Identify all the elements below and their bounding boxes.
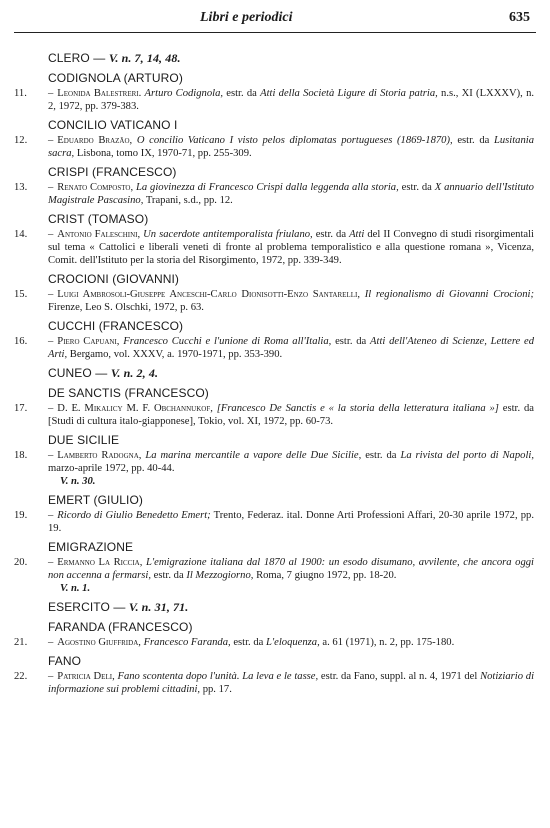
entry-details: marzo-aprile 1972, pp. 40-44. [48, 463, 175, 474]
heading-crocioni: CROCIONI (GIOVANNI) [48, 272, 180, 286]
entry-title: Il regionalismo di Giovanni Crocioni; [364, 289, 534, 300]
entry-details: a. 61 (1971), n. 2, pp. 175-180. [322, 637, 455, 648]
entry-11: 11. – Leonida Balestreri. Arturo Codignola, estr. da Atti della Società Ligure di Storia patria, n.s., XI (LXXXV), n. 2, 1972, pp. 379-383. [14, 88, 535, 112]
entry-source: Atti dell'Ateneo di Scienze, Lettere ed Arti, [48, 336, 535, 360]
entry-number: 21. [14, 637, 28, 648]
heading-duesicilie: DUE SICILIE [48, 433, 120, 447]
entry-source: Atti della Società Ligure di Storia patria, [260, 88, 438, 99]
entry-title: La giovinezza di Francesco Crispi dalla leggenda alla storia, [135, 182, 399, 193]
heading-text: ESERCITO [48, 600, 110, 614]
entry-connector: estr. da [365, 450, 397, 461]
heading-concilio: CONCILIO VATICANO I [48, 118, 178, 132]
entry-connector: estr. da [226, 88, 257, 99]
entry-connector: estr. da [335, 336, 367, 347]
cross-reference: V. n. 31, 71. [128, 600, 189, 614]
entry-details: Roma, 7 giugno 1972, pp. 18-20. [256, 570, 397, 581]
heading-crispi: CRISPI (FRANCESCO) [48, 165, 177, 179]
entry-details: Trapani, s.d., pp. 12. [145, 195, 233, 206]
heading-emert: EMERT (GIULIO) [48, 493, 143, 507]
entry-number: 11. [14, 88, 27, 99]
cross-reference: V. n. 2, 4. [110, 366, 159, 380]
entry-details: del II Convegno di studi risorgimentali sul tema « Cattolici e liberali veneti di fronte al problema temporalistico e alla questione romana », Vicenza, Comit. dell'Istituto per la storia del Risorgimento, 1972, pp. 339-349. [48, 229, 534, 266]
entry-connector: estr. da Fano, suppl. al n. 4, [320, 671, 438, 682]
entry-source: X annuario dell'Istituto Magistrale Pascasino, [48, 182, 534, 206]
entry-author: Patricia Deli, [57, 671, 115, 682]
heading-faranda: FARANDA (FRANCESCO) [48, 620, 193, 634]
entry-19: 19. – Ricordo di Giulio Benedetto Emert; Trento, Federaz. ital. Donne Arti Professioni Affari, 20-30 aprile 1972, pp. 19. [14, 510, 534, 534]
entry-pages: pp. 17. [202, 684, 232, 695]
entry-title: Un sacerdote antitemporalista friulano, [143, 229, 313, 240]
entry-number: 14. [14, 229, 28, 240]
entry-number: 12. [14, 135, 28, 146]
entry-18: 18. – Lamberto Radogna, La marina mercantile a vapore delle Due Sicilie, estr. da La rivista del porto di Napoli, marzo-aprile 1972, pp. 40-44. V. n. 30. [14, 450, 534, 487]
entry-source: Lusitania sacra, [48, 135, 535, 159]
entry-21: 21. – Agostino Giuffrida, Francesco Faranda, estr. da L'eloquenza, a. 61 (1971), n. 2, pp. 175-180. [14, 637, 455, 648]
entry-source: Il Mezzogiorno, [186, 570, 254, 581]
heading-cucchi: CUCCHI (FRANCESCO) [48, 319, 184, 333]
entry-source: L'eloquenza, [265, 637, 320, 648]
entry-16: 16. – Piero Capuani, Francesco Cucchi e l'unione di Roma all'Italia, estr. da Atti dell'Ateneo di Scienze, Lettere ed Arti, Bergamo, vol. XXXV, a. 1970-1971, pp. 353-390. [14, 336, 535, 360]
heading-codignola: CODIGNOLA (ARTURO) [48, 71, 183, 85]
entry-number: 20. [14, 557, 28, 568]
heading-text: CLERO [48, 51, 90, 65]
entry-details: estr. da [Studi di cultura italo-giapponese], Tokio, vol. XI, 1972, pp. 60-73. [48, 403, 534, 427]
heading-emigrazione: EMIGRAZIONE [48, 540, 134, 554]
heading-crist: CRIST (TOMASO) [48, 212, 149, 226]
cross-reference: V. n. 1. [60, 583, 91, 594]
entry-author: Ermanno La Riccia, [57, 557, 143, 568]
entry-title: L'emigrazione italiana dal 1870 al 1900: un esodo disumano, avvilente, che ancora oggi non accenna a fermarsi, [48, 557, 534, 581]
entry-connector: estr. da [153, 570, 184, 581]
page-number: 635 [509, 10, 530, 25]
entry-title: Arturo Codignola, [144, 88, 224, 99]
entry-details: Bergamo, vol. XXXV, a. 1970-1971, pp. 353-390. [69, 349, 283, 360]
entry-20: 20. – Ermanno La Riccia, L'emigrazione italiana dal 1870 al 1900: un esodo disumano, avvilente, che ancora oggi non accenna a fermarsi, estr. da Il Mezzogiorno, Roma, 7 giugno 1972, pp. 18-20. V. n. 1. [14, 557, 534, 594]
cross-reference: V. n. 7, 14, 48. [108, 51, 181, 65]
entry-details: 1971 del [440, 671, 478, 682]
entry-source: Notiziario di informazione sui problemi cittadini, [48, 671, 535, 695]
entry-connector: estr. da [233, 637, 264, 648]
entry-number: 16. [14, 336, 28, 347]
entry-details: Lisbona, tomo IX, 1970-71, pp. 255-309. [76, 148, 252, 159]
entry-author: Leonida Balestreri. [57, 88, 142, 99]
entry-number: 15. [14, 289, 28, 300]
entry-number: 17. [14, 403, 28, 414]
entry-author: D. E. Mikalicy M. F. Obchannukof, [57, 403, 213, 414]
entry-title: Fano scontenta dopo l'unità. La leva e le tasse, [117, 671, 319, 682]
entry-number: 19. [14, 510, 28, 521]
cross-reference: V. n. 30. [60, 476, 96, 487]
entry-source: Atti [349, 229, 365, 240]
entry-author: Piero Capuani, [57, 336, 120, 347]
entry-17: 17. – D. E. Mikalicy M. F. Obchannukof, [Francesco De Sanctis e « la storia della letteratura italiana »] estr. da [Studi di cultura italo-giapponese], Tokio, vol. XI, 1972, pp. 60-73. [14, 403, 534, 427]
entry-author: Eduardo Brazão, [57, 135, 133, 146]
entry-13: 13. – Renato Composto, La giovinezza di Francesco Crispi dalla leggenda alla storia, estr. da X annuario dell'Istituto Magistrale Pascasino, Trapani, s.d., pp. 12. [14, 182, 534, 206]
heading-clero: CLERO — V. n. 7, 14, 48. [48, 51, 181, 65]
entry-author: Luigi Ambrosoli-Giuseppe Anceschi-Carlo Dionisotti-Enzo Santarelli, [57, 289, 360, 300]
entry-details: Firenze, Leo S. Olschki, 1972, p. 63. [48, 302, 204, 313]
entry-connector: estr. da [401, 182, 432, 193]
entry-number: 18. [14, 450, 28, 461]
heading-cuneo: CUNEO — V. n. 2, 4. [48, 366, 159, 380]
entry-title: Ricordo di Giulio Benedetto Emert; [57, 510, 211, 521]
heading-text: CUNEO [48, 366, 92, 380]
bibliography-list [14, 46, 534, 696]
entry-15: 15. – Luigi Ambrosoli-Giuseppe Anceschi-Carlo Dionisotti-Enzo Santarelli, Il regionalismo di Giovanni Crocioni; Firenze, Leo S. Olschki, 1972, p. 63. [14, 289, 534, 313]
entry-number: 22. [14, 671, 28, 682]
heading-desanctis: DE SANCTIS (FRANCESCO) [48, 386, 209, 400]
entry-author: Antonio Faleschini, [57, 229, 141, 240]
running-header [14, 10, 536, 33]
entry-connector: estr. da [457, 135, 490, 146]
entry-connector: estr. da [315, 229, 347, 240]
heading-fano: FANO [48, 654, 82, 668]
entry-author: Lamberto Radogna, [57, 450, 142, 461]
entry-22: 22. – Patricia Deli, Fano scontenta dopo l'unità. La leva e le tasse, estr. da Fano, suppl. al n. 4, 1971 del Notiziario di informazione sui problemi cittadini, pp. 17. [14, 671, 535, 695]
entry-author: Renato Composto, [57, 182, 134, 193]
entry-source: La rivista del porto di Napoli, [400, 450, 534, 461]
entry-title: O concilio Vaticano I visto pelos diplomatas portugueses (1869-1870), [136, 135, 453, 146]
entry-title: Francesco Cucchi e l'unione di Roma all'Italia, [123, 336, 332, 347]
entry-title: La marina mercantile a vapore delle Due Sicilie, [145, 450, 362, 461]
heading-esercito: ESERCITO — V. n. 31, 71. [48, 600, 189, 614]
running-title: Libri e periodici [200, 10, 293, 25]
entry-number: 13. [14, 182, 28, 193]
entry-details: Trento, Federaz. ital. Donne Arti Professioni Affari, 20-30 aprile 1972, pp. 19. [48, 510, 534, 534]
entry-14: 14. – Antonio Faleschini, Un sacerdote antitemporalista friulano, estr. da Atti del II Convegno di studi risorgimentali sul tema « Cattolici e liberali veneti di fronte al problema temporalistico e alla questione romana », Vicenza, Comit. dell'Istituto per la storia del Risorgimento, 1972, pp. 339-349. [14, 229, 534, 266]
entry-title: [Francesco De Sanctis e « la storia della letteratura italiana »] [216, 403, 499, 414]
entry-author: Agostino Giuffrida, [57, 637, 141, 648]
entry-12: 12. – Eduardo Brazão, O concilio Vaticano I visto pelos diplomatas portugueses (1869-1870), estr. da Lusitania sacra, Lisbona, tomo IX, 1970-71, pp. 255-309. [14, 135, 535, 159]
entry-title: Francesco Faranda, [143, 637, 231, 648]
entry-details: n.s., XI (LXXXV), n. 2, 1972, pp. 379-383. [48, 88, 535, 112]
